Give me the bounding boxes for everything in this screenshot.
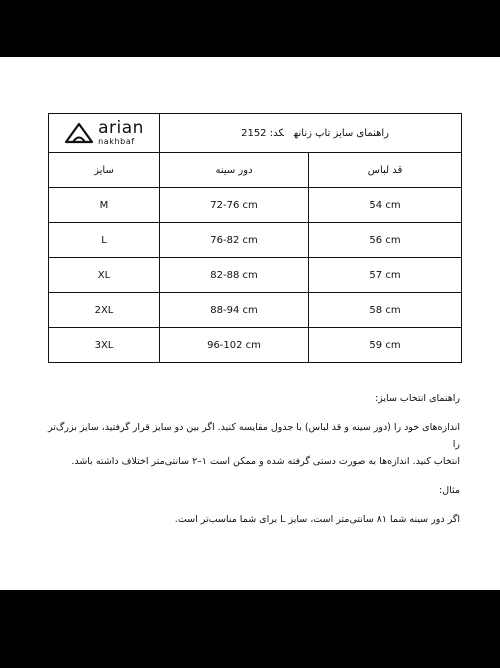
- cell-length: 58 cm: [309, 293, 462, 328]
- table-row: [49, 328, 462, 363]
- table-title: [160, 114, 462, 153]
- brand-name: arian: [98, 118, 144, 138]
- cell-length: 54 cm: [309, 188, 462, 223]
- table-title-text: راهنمای سایز تاپ زنانه: [293, 127, 389, 139]
- cell-bust: 76-82 cm: [160, 223, 309, 258]
- table-row: [49, 223, 462, 258]
- brand-logo: [49, 114, 160, 153]
- product-code: کد: 2152: [241, 127, 284, 139]
- table-row: [49, 293, 462, 328]
- cell-length: 59 cm: [309, 328, 462, 363]
- cell-size: 3XL: [49, 328, 160, 363]
- table-row: [49, 188, 462, 223]
- brand-subname: nakhbaf: [98, 137, 135, 146]
- cell-bust: 96-102 cm: [160, 328, 309, 363]
- size-guide-notes: [40, 390, 460, 528]
- guide-line-2: انتخاب کنید. اندازه‌ها به صورت دستی گرفته شده و ممکن است ۱–۲ سانتی‌متر اختلاف داشته باشد.: [71, 456, 460, 467]
- guide-paragraph: [40, 419, 460, 470]
- cell-length: 56 cm: [309, 223, 462, 258]
- cell-bust: 88-94 cm: [160, 293, 309, 328]
- col-header-length: قد لباس: [309, 153, 462, 188]
- example-text: اگر دور سینه شما ۸۱ سانتی‌متر است، سایز L برای شما مناسب‌تر است.: [174, 514, 460, 525]
- column-header-row: [49, 153, 462, 188]
- cell-size: L: [49, 223, 160, 258]
- triangle-logo-icon: [64, 122, 94, 144]
- col-header-size: سایز: [49, 153, 160, 188]
- guide-line-1: اندازه‌های خود را (دور سینه و قد لباس) با جدول مقایسه کنید. اگر بین دو سایز قرار گرفتید، سایز بزرگ‌تر را: [48, 422, 460, 450]
- cell-length: 57 cm: [309, 258, 462, 293]
- cell-size: 2XL: [49, 293, 160, 328]
- table-row: [49, 258, 462, 293]
- cell-bust: 72-76 cm: [160, 188, 309, 223]
- cell-size: XL: [49, 258, 160, 293]
- guide-heading: راهنمای انتخاب سایز:: [374, 393, 460, 404]
- document-page: [0, 57, 500, 590]
- size-chart-table: [48, 113, 462, 363]
- example-heading: مثال:: [439, 485, 460, 496]
- col-header-bust: دور سینه: [160, 153, 309, 188]
- table-header-row: [49, 114, 462, 153]
- cell-bust: 82-88 cm: [160, 258, 309, 293]
- cell-size: M: [49, 188, 160, 223]
